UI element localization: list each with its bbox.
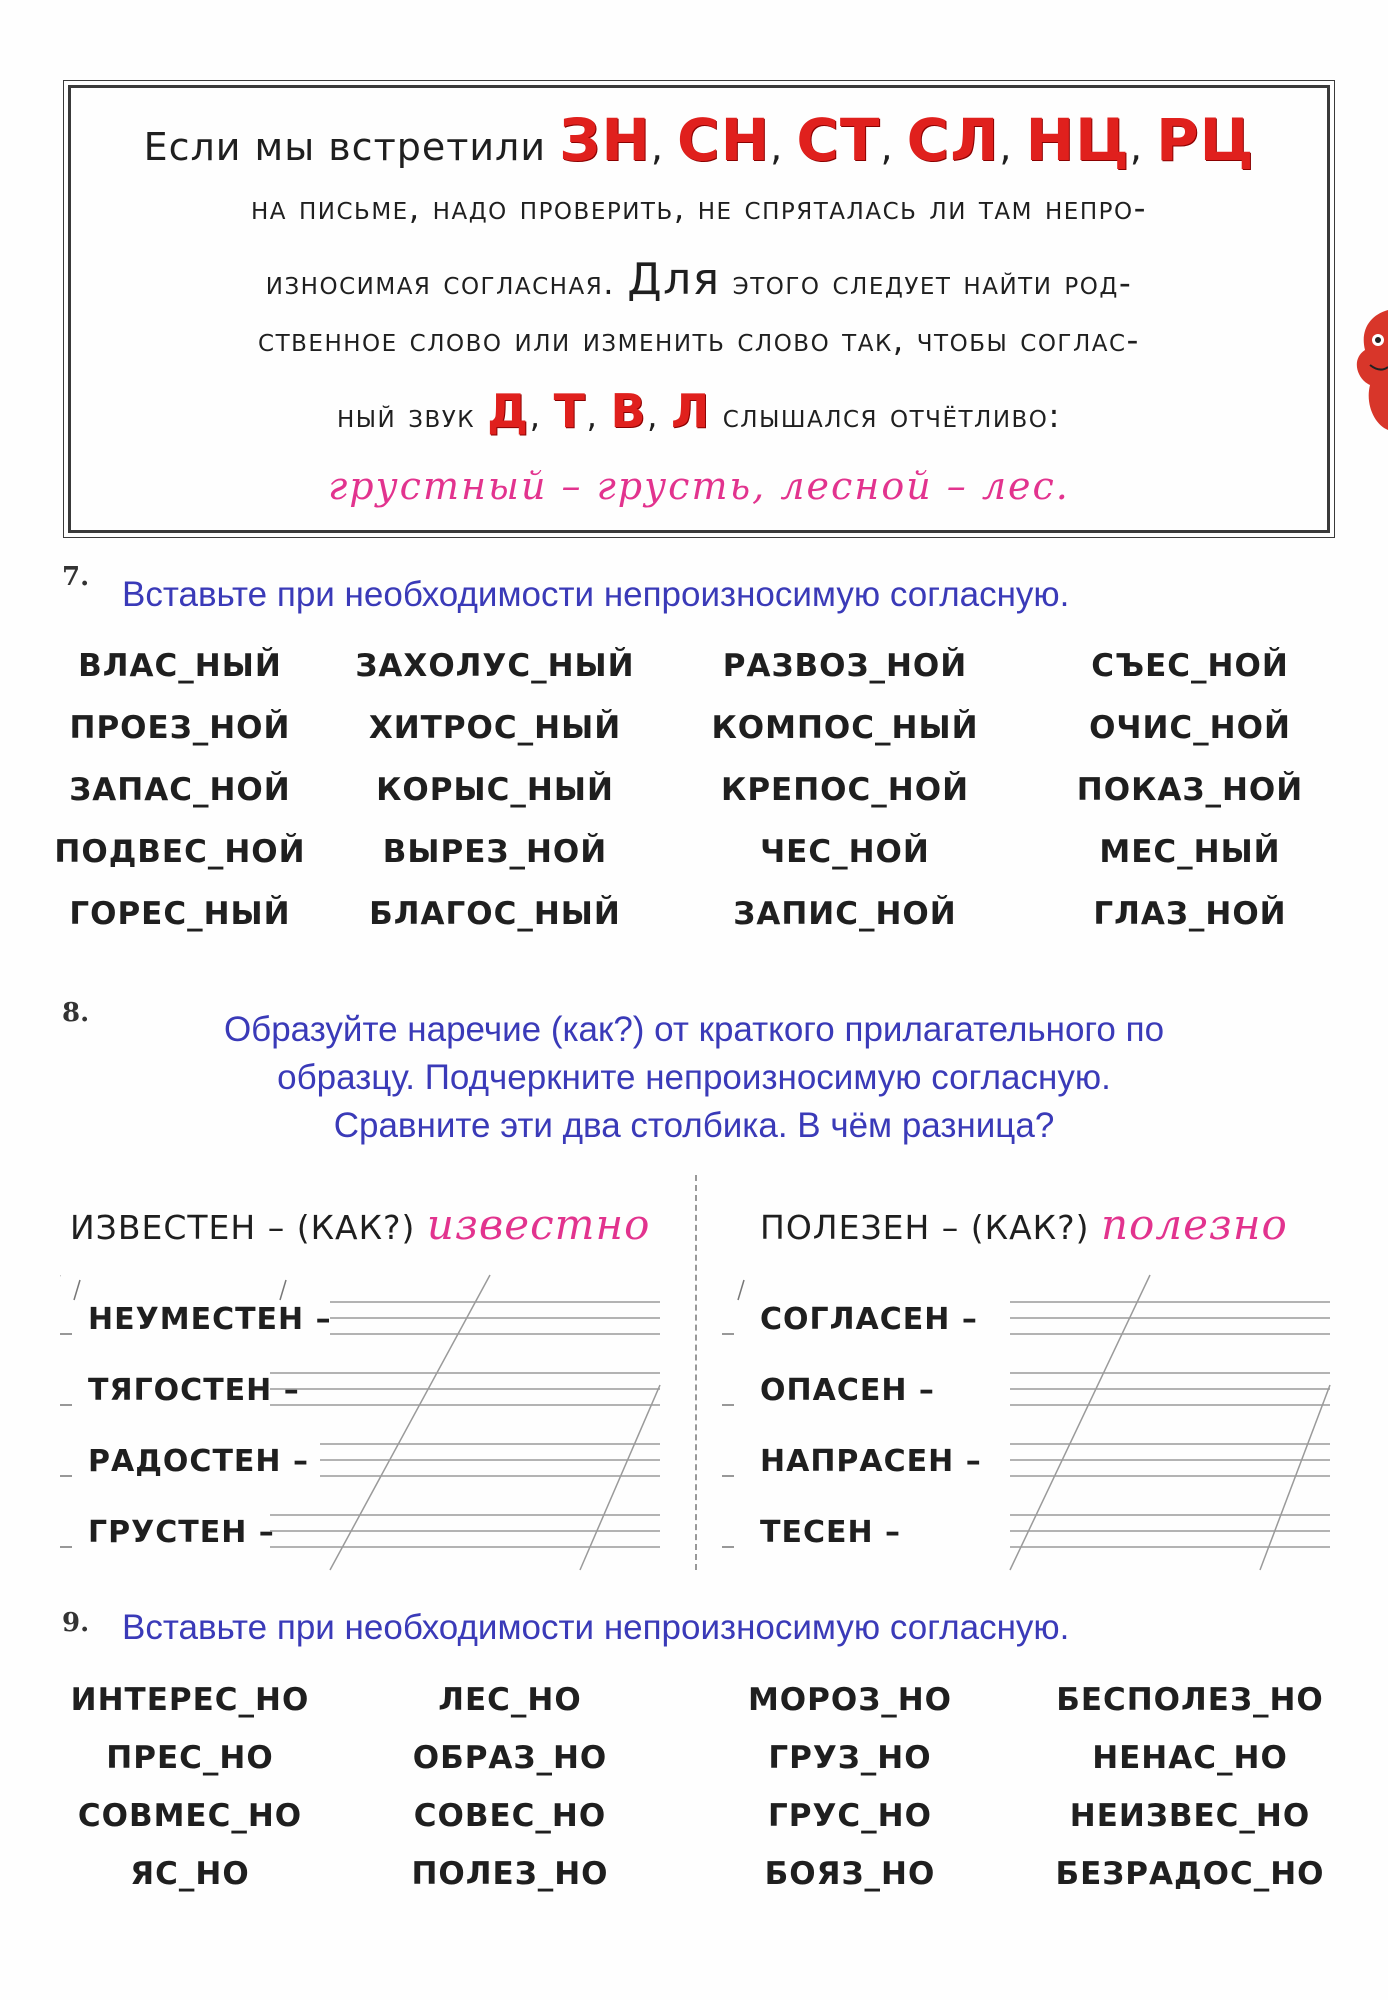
task7-word: ВЛАС_НЫЙ <box>78 648 282 684</box>
task8-instruction-1: Образуйте наречие (как?) от краткого прилагательного по <box>223 1010 1165 1049</box>
left-example-word: ИЗВЕСТЕН <box>70 1208 257 1247</box>
right-example-dash: – <box>941 1208 960 1247</box>
right-example <box>760 1200 1288 1249</box>
rule-line5-prefix: ный звук <box>336 396 476 435</box>
task7-word: СЪЕС_НОЙ <box>1091 648 1289 684</box>
task7-number: 7. <box>62 562 90 592</box>
task9-word: ИНТЕРЕС_НО <box>70 1682 310 1718</box>
task9-word: БОЯЗ_НО <box>764 1856 936 1892</box>
rule-example: грустный – грусть, лесной – лес. <box>328 464 1070 508</box>
right-example-question: (КАК?) <box>970 1208 1090 1247</box>
task7-word: ЗАПАС_НОЙ <box>69 772 291 808</box>
task9-word: ОБРАЗ_НО <box>412 1740 608 1776</box>
task7-word: ЗАХОЛУС_НЫЙ <box>355 648 635 684</box>
task7-word-grid <box>40 648 1360 932</box>
rule-line-5: ный звук Д, Т, В, Л слышался отчётливо: <box>336 384 1062 438</box>
task7-word: КОРЫС_НЫЙ <box>376 772 614 808</box>
task9-word: НЕНАС_НО <box>1092 1740 1288 1776</box>
task7-word: ОЧИС_НОЙ <box>1089 710 1291 746</box>
task9-word: ЛЕС_НО <box>438 1682 582 1718</box>
task9-word: МОРОЗ_НО <box>747 1682 953 1718</box>
cluster: СЛ <box>906 106 1000 174</box>
task7-word: ГОРЕС_НЫЙ <box>69 896 291 932</box>
task9-word: ГРУС_НО <box>768 1798 932 1834</box>
left-item: ГРУСТЕН – <box>88 1515 275 1550</box>
left-writing-lines <box>60 1270 680 1580</box>
task9-word: ПРЕС_НО <box>106 1740 274 1776</box>
rule-line3b: Для <box>627 254 721 305</box>
sound: В <box>610 384 648 438</box>
left-item: РАДОСТЕН – <box>88 1444 309 1479</box>
rule-box <box>68 85 1330 533</box>
task7-word: ЧЕС_НОЙ <box>760 834 930 870</box>
task7-word: БЛАГОС_НЫЙ <box>369 896 621 932</box>
task9-word: НЕИЗВЕС_НО <box>1069 1798 1311 1834</box>
rule-line3c: этого следует найти род- <box>732 263 1133 302</box>
cluster: РЦ <box>1156 106 1255 174</box>
task9-word: СОВЕС_НО <box>413 1798 607 1834</box>
left-example-dash: – <box>267 1208 286 1247</box>
left-example-answer: известно <box>426 1200 651 1249</box>
left-item: НЕУМЕСТЕН – <box>88 1302 332 1337</box>
left-example-question: (КАК?) <box>296 1208 416 1247</box>
mascot-illustration <box>1340 305 1388 435</box>
column-divider <box>695 1175 697 1570</box>
cluster: СТ <box>796 106 881 174</box>
task7-word: ЗАПИС_НОЙ <box>733 896 957 932</box>
sound: Л <box>671 384 711 438</box>
task7-word: ПОКАЗ_НОЙ <box>1076 772 1304 808</box>
rule-line3a: износимая согласная. <box>265 263 616 302</box>
cluster: СН <box>677 106 771 174</box>
task7-word: ВЫРЕЗ_НОЙ <box>382 834 608 870</box>
task7-word: ПРОЕЗ_НОЙ <box>69 710 291 746</box>
right-example-word: ПОЛЕЗЕН <box>760 1208 931 1247</box>
task9-number: 9. <box>62 1608 90 1638</box>
task7-word: МЕС_НЫЙ <box>1099 834 1281 870</box>
rule-line5-suffix: слышался отчётливо: <box>722 396 1062 435</box>
task9-word: БЕЗРАДОС_НО <box>1055 1856 1325 1892</box>
task8-instruction-3: Сравните эти два столбика. В чём разница? <box>333 1106 1055 1145</box>
right-item: НАПРАСЕН – <box>760 1444 982 1479</box>
rule-line-2: на письме, надо проверить, не спряталась ли там непро- <box>250 188 1148 227</box>
task9-word: ПОЛЕЗ_НО <box>411 1856 609 1892</box>
task9-word: СОВМЕС_НО <box>77 1798 303 1834</box>
right-item: ОПАСЕН – <box>760 1373 935 1408</box>
right-item: СОГЛАСЕН – <box>760 1302 978 1337</box>
task7-word: ПОДВЕС_НОЙ <box>54 834 306 870</box>
left-item: ТЯГОСТЕН – <box>88 1373 300 1408</box>
cluster: ЗН <box>559 106 651 174</box>
task7-word: РАЗВОЗ_НОЙ <box>722 648 968 684</box>
rule-line-3 <box>71 254 1327 305</box>
right-example-answer: полезно <box>1100 1200 1288 1249</box>
task7-word: КОМПОС_НЫЙ <box>711 710 979 746</box>
task7-word: КРЕПОС_НОЙ <box>720 772 970 808</box>
right-writing-lines <box>720 1270 1340 1580</box>
rule-line-4: ственное слово или изменить слово так, чтобы соглас- <box>258 320 1140 359</box>
task9-instruction: Вставьте при необходимости непроизносимую согласную. <box>122 1608 1070 1647</box>
task7-word: ХИТРОС_НЫЙ <box>368 710 622 746</box>
task9-word-grid <box>40 1682 1360 1892</box>
right-item: ТЕСЕН – <box>760 1515 902 1550</box>
task8-instruction-2: образцу. Подчеркните непроизносимую согласную. <box>277 1058 1111 1097</box>
left-example <box>70 1200 650 1249</box>
task9-word: БЕСПОЛЕЗ_НО <box>1056 1682 1324 1718</box>
rule-line1-prefix: Если мы встретили <box>143 125 547 169</box>
task8-number: 8. <box>62 998 90 1028</box>
task9-word: ЯС_НО <box>130 1856 250 1892</box>
sound: Т <box>553 384 587 438</box>
task7-instruction: Вставьте при необходимости непроизносимую согласную. <box>122 575 1070 614</box>
task9-word: ГРУЗ_НО <box>768 1740 932 1776</box>
task7-word: ГЛАЗ_НОЙ <box>1093 896 1287 932</box>
cluster: НЦ <box>1025 106 1130 174</box>
rule-line-1: Если мы встретили ЗН, СН, СТ, СЛ, НЦ, РЦ <box>143 106 1255 174</box>
sound: Д <box>487 384 530 438</box>
